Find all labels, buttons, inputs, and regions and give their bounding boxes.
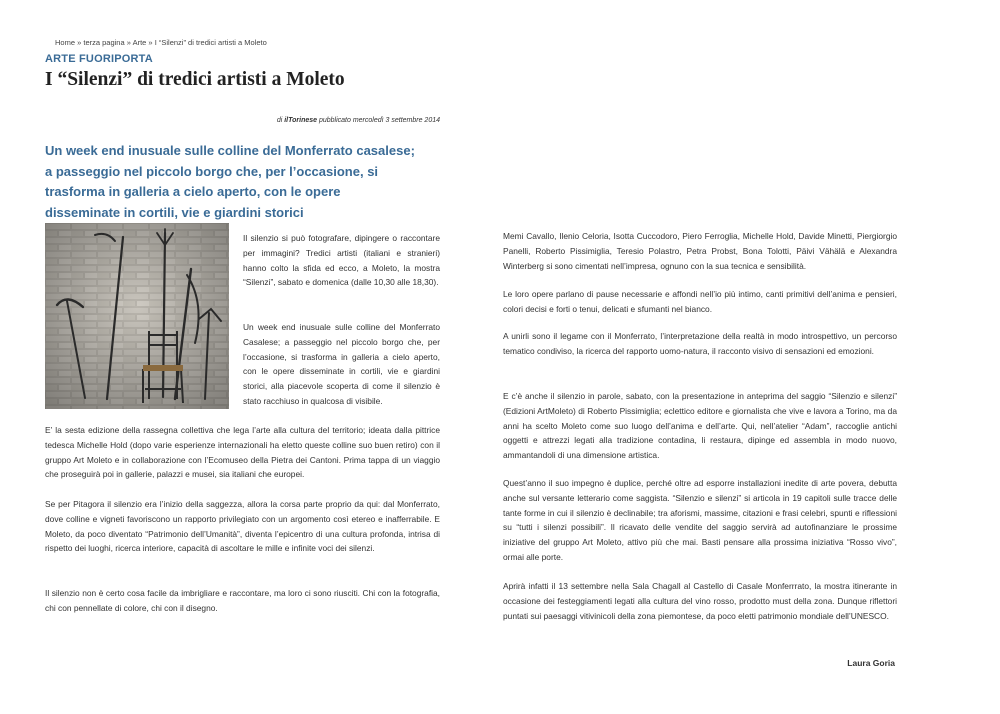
paragraph: E c’è anche il silenzio in parole, sabato, con la presentazione in anteprima del saggio “Silenzio e silenzi” (Edizioni ArtMoleto) di Roberto Pissimiglia; eclettico editore e giornalista che vive e lavora a Torino, ma da anni ha scelto Moleto come suo luogo dell’anima e dell’arte. Qui, nell’atelier “Adam”, raccoglie antichi oggetti e attrezzi legati alla tradizione contadina, li restaura, dipinge ed assembla in modo nuovo, ammantandoli di una dimensione artistica.	[503, 391, 897, 461]
paragraph: Il silenzio non è certo cosa facile da imbrigliare e raccontare, ma loro ci sono riusciti. Chi con la fotografia, chi con pennellate di colore, chi con il disegno.	[45, 588, 440, 613]
article-author: Laura Goria	[847, 658, 895, 668]
byline-date: pubblicato mercoledì 3 settembre 2014	[317, 117, 440, 124]
paragraph: Le loro opere parlano di pause necessarie e affondi nell’io più intimo, canti primitivi dell’anima e pensieri, colori decisi e forti o tenui, delicati e sfumanti nel bianco.	[503, 289, 897, 314]
paragraph: Un week end inusuale sulle colline del Monferrato Casalese; a passeggio nel piccolo borgo che, per l’occasione, si trasforma in galleria a cielo aperto, con le opere disseminate in cortili, vie e giardini storici, alla piacevole scoperta di come il silenzio è stato racchiuso in qualcosa di visibile.	[243, 322, 440, 406]
byline-prefix: di	[276, 117, 285, 124]
paragraph: A unirli sono il legame con il Monferrato, l’interpretazione della realtà in modo introspettivo, un percorso tematico condiviso, la ricerca del rapporto uomo-natura, il racconto visivo di sensazioni ed emozioni.	[503, 331, 897, 356]
section-label: ARTE FUORIPORTA	[45, 53, 153, 65]
article-lead: Un week end inusuale sulle colline del Monferrato casalese; a passeggio nel piccolo borgo che, per l’occasione, si trasforma in galleria a cielo aperto, con le opere disseminate in cortili, vie e giardini storici	[45, 143, 415, 220]
breadcrumb-arte-link[interactable]: Arte	[132, 38, 147, 47]
article-title: I “Silenzi” di tredici artisti a Moleto	[45, 69, 345, 90]
breadcrumb-current: I “Silenzi” di tredici artisti a Moleto	[154, 38, 267, 47]
byline	[277, 117, 440, 124]
paragraph: Memi Cavallo, Ilenio Celoria, Isotta Cuccodoro, Piero Ferroglia, Michelle Hold, Davide Minetti, Piergiorgio Panelli, Roberto Pissimiglia, Teresio Polastro, Petra Probst, Bona Tolotti, Päivi Vähälä e Alexandra Winterberg si sono cimentati nell’impresa, ognuno con la sua tecnica e sensibilità.	[503, 231, 897, 271]
breadcrumb-home-link[interactable]: Home	[55, 38, 76, 47]
byline-author: ilTorinese	[284, 117, 318, 124]
breadcrumb	[55, 38, 267, 47]
article-photo	[45, 223, 229, 409]
breadcrumb-terza-pagina-link[interactable]: terza pagina	[83, 38, 125, 47]
paragraph: Il silenzio si può fotografare, dipingere o raccontare per immagini? Tredici artisti (italiani e stranieri) hanno colto la sfida ed ecco, a Moleto, la mostra “Silenzi”, sabato e domenica (dalle 10,30 alle 18,30).	[243, 233, 440, 288]
paragraph: E’ la sesta edizione della rassegna collettiva che lega l’arte alla cultura del territorio; ideata dalla pittrice tedesca Michelle Hold (dopo varie esperienze internazionali ha eletto queste colline suo buen retiro) con il gruppo Art Moleto e in collaborazione con l’Ecomuseo della Pietra dei Cantoni. Prima tappa di un viaggio che proseguirà poi in gallerie, palazzi e musei, sia italiani che europei.	[45, 425, 440, 480]
breadcrumb-separator: »	[75, 38, 84, 47]
paragraph: Aprirà infatti il 13 settembre nella Sala Chagall al Castello di Casale Monferrrato, la mostra itinerante in occasione dei festeggiamenti legati alla cultura del vino rosso, prodotto must della zona. Dunque riflettori puntati sui paesaggi vitivinicoli della zona piemontese, da poco eletti patrimonio mondiale dell’UNESCO.	[503, 581, 897, 621]
paragraph: Se per Pitagora il silenzio era l’inizio della saggezza, allora la corsa parte proprio da qui: dal Monferrato, dove colline e vigneti favoriscono un rapporto privilegiato con un argomento così etereo e inafferrabile. E Moleto, da poco diventato “Patrimonio dell’Umanità”, diventa l’epicentro di una cultura profonda, intrisa di rispetto dei luoghi, ricerca interiore, capacità di ascoltare le mille e infinite voci dei silenzi.	[45, 499, 440, 554]
breadcrumb-separator: »	[124, 38, 133, 47]
breadcrumb-separator: »	[146, 38, 155, 47]
paragraph: Quest’anno il suo impegno è duplice, perché oltre ad esporre installazioni inedite di arte povera, debutta anche sul versante letterario come saggista. “Silenzio e silenzi” si articola in 19 capitoli sulle tracce delle tante forme in cui il silenzio è declinabile; tra aforismi, massime, citazioni e frasi celebri, spunti e riflessioni su “tutti i silenzi possibili”. Il ricavato delle vendite del saggio servirà ad autofinanziare le prossime iniziative del gruppo Art Moleto, attivo più che mai. Basti pensare alla prossima iniziativa “Rosso vivo”, ormai alle porte.	[503, 478, 897, 562]
